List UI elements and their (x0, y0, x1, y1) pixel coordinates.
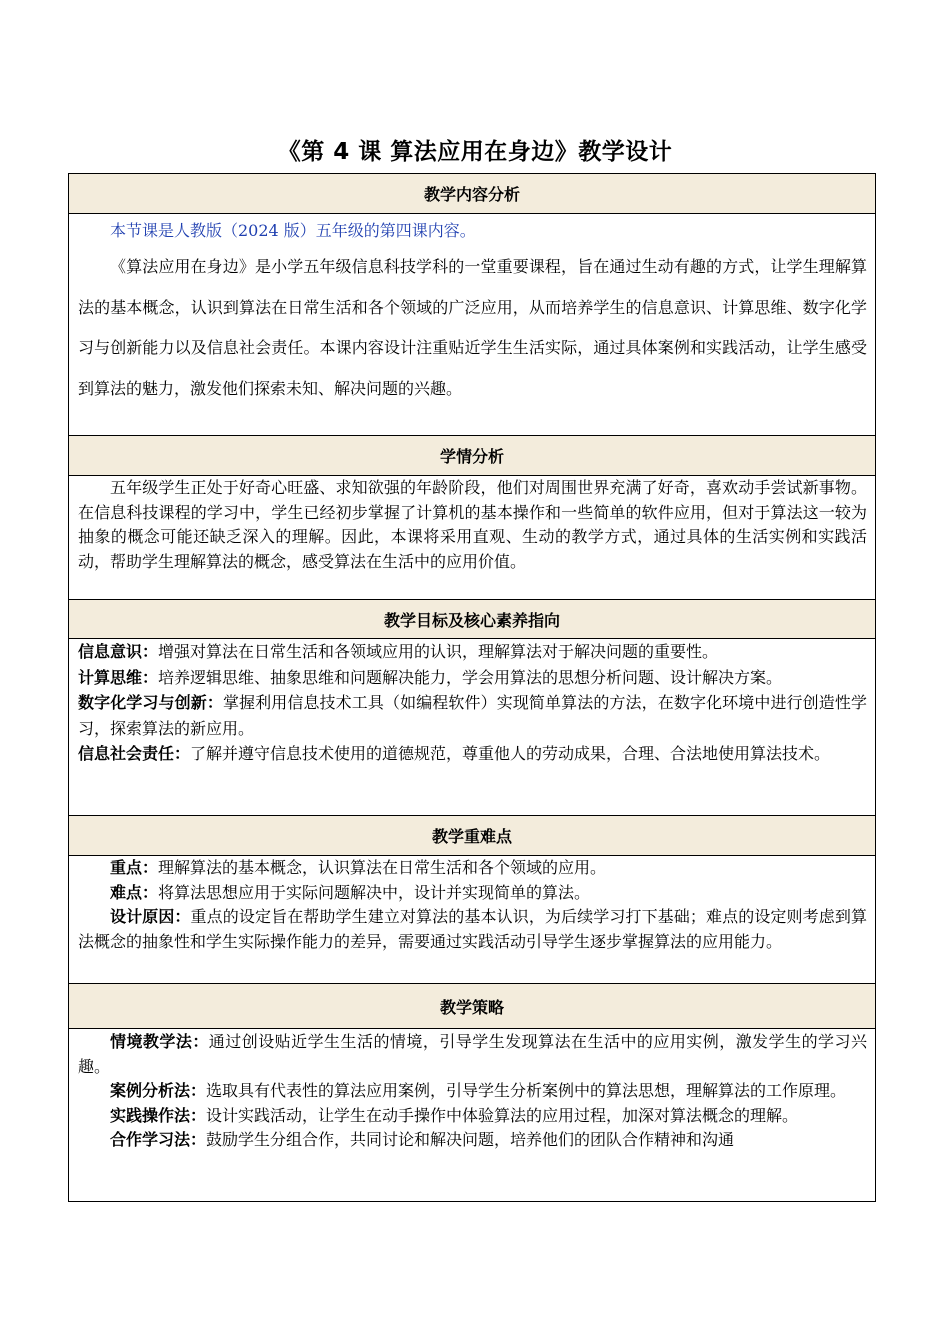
strategy-text: 选取具有代表性的算法应用案例，引导学生分析案例中的算法思想，理解算法的工作原理。 (206, 1081, 847, 1100)
key-point-text: 重点的设定旨在帮助学生建立对算法的基本认识，为后续学习打下基础；难点的设定则考虑到算法概念的抽象性和学生实际操作能力的差异，需要通过实践活动引导学生逐步掌握算法的应用能力。 (78, 907, 867, 951)
strategy-text: 通过创设贴近学生生活的情境，引导学生发现算法在生活中的应用实例，激发学生的学习兴趣。 (78, 1032, 867, 1076)
strategy-label: 情境教学法： (110, 1032, 209, 1051)
key-point-label: 难点： (110, 882, 159, 902)
strategy-item (78, 1079, 867, 1104)
strategy-item (78, 1128, 867, 1153)
strategy-text: 鼓励学生分组合作，共同讨论和解决问题，培养他们的团队合作精神和沟通 (206, 1130, 735, 1149)
key-point-item (78, 905, 867, 954)
content-analysis-paragraph: 《算法应用在身边》是小学五年级信息科技学科的一堂重要课程，旨在通过生动有趣的方式，让学生理解算法的基本概念，认识到算法在日常生活和各个领域的广泛应用，从而培养学生的信息意识、计算思维、数字化学习与创新能力以及信息社会责任。本课内容设计注重贴近学生生活实际，通过具体案例和实践活动，让学生感受到算法的魅力，激发他们探索未知、解决问题的兴趣。 (78, 257, 867, 398)
strategy-item (78, 1030, 867, 1079)
strategy-text: 设计实践活动，让学生在动手操作中体验算法的应用过程，加深对算法概念的理解。 (206, 1105, 799, 1125)
key-point-label: 设计原因： (110, 907, 191, 926)
strategy-item (78, 1104, 867, 1129)
section-heading-content-analysis: 教学内容分析 (69, 174, 875, 214)
key-point-label: 重点： (110, 858, 159, 877)
objective-label: 计算思维： (78, 667, 159, 687)
strategy-label: 合作学习法： (110, 1130, 207, 1149)
strategy-label: 案例分析法： (110, 1081, 207, 1100)
objectives-cell (69, 639, 875, 816)
learner-analysis-cell (69, 476, 875, 600)
key-point-text: 将算法思想应用于实际问题解决中，设计并实现简单的算法。 (158, 882, 591, 902)
key-point-item (78, 881, 867, 906)
strategy-label: 实践操作法： (110, 1105, 207, 1125)
key-points-cell (69, 856, 875, 984)
objective-label: 信息意识： (78, 642, 159, 661)
section-heading-strategies: 教学策略 (69, 984, 875, 1029)
content-analysis-cell (69, 214, 875, 436)
section-heading-learner-analysis: 学情分析 (69, 436, 875, 476)
objective-label: 数字化学习与创新： (78, 693, 223, 712)
objective-text: 掌握利用信息技术工具（如编程软件）实现简单算法的方法，在数字化环境中进行创造性学习，探索算法的新应用。 (78, 693, 867, 738)
objective-text: 培养逻辑思维、抽象思维和问题解决能力，学会用算法的思想分析问题、设计解决方案。 (158, 667, 783, 687)
objective-text: 增强对算法在日常生活和各领域应用的认识，理解算法对于解决问题的重要性。 (158, 642, 719, 661)
objective-item (78, 639, 867, 665)
objective-item (78, 741, 867, 767)
objective-item (78, 665, 867, 691)
key-point-item (78, 856, 867, 881)
objective-label: 信息社会责任： (78, 744, 191, 763)
section-heading-objectives: 教学目标及核心素养指向 (69, 600, 875, 639)
strategies-cell (69, 1029, 875, 1201)
lesson-plan-table (68, 173, 876, 1202)
content-analysis-intro: 本节课是人教版（2024 版）五年级的第四课内容。 (110, 221, 476, 240)
document-title: 《第 4 课 算法应用在身边》教学设计 (277, 139, 673, 165)
objective-text: 了解并遵守信息技术使用的道德规范，尊重他人的劳动成果，合理、合法地使用算法技术。 (190, 744, 831, 763)
key-point-text: 理解算法的基本概念，认识算法在日常生活和各个领域的应用。 (158, 858, 607, 877)
objective-item (78, 690, 867, 741)
section-heading-key-points: 教学重难点 (69, 816, 875, 856)
learner-analysis-paragraph: 五年级学生正处于好奇心旺盛、求知欲强的年龄阶段，他们对周围世界充满了好奇，喜欢动手尝试新事物。在信息科技课程的学习中，学生已经初步掌握了计算机的基本操作和一些简单的软件应用，但对于算法这一较为抽象的概念可能还缺乏深入的理解。因此，本课将采用直观、生动的教学方式，通过具体的生活实例和实践活动，帮助学生理解算法的概念，感受算法在生活中的应用价值。 (78, 478, 867, 571)
